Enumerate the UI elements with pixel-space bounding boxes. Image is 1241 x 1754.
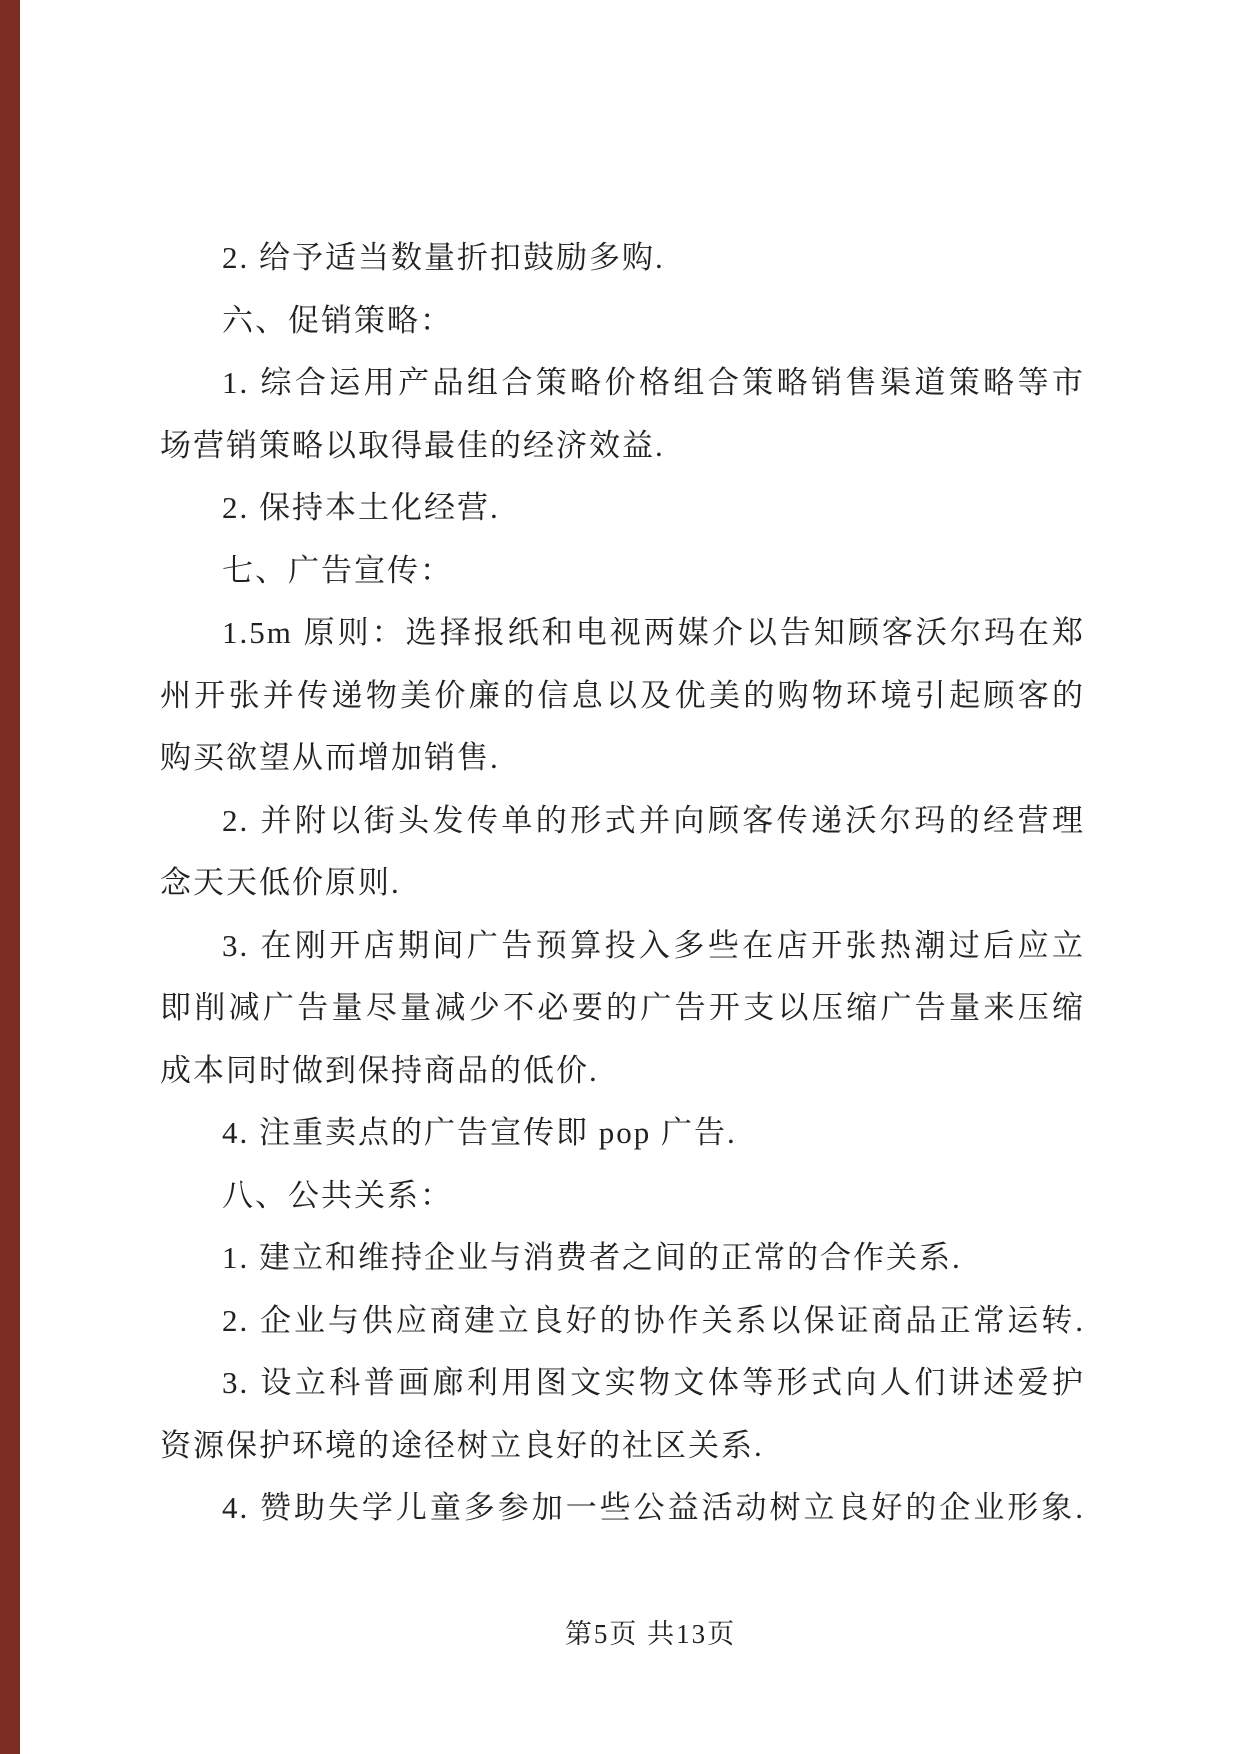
text-line: 2. 并附以街头发传单的形式并向顾客传递沃尔玛的经营理 xyxy=(222,802,1085,838)
page-number-footer: 第5页 共13页 xyxy=(564,1619,737,1649)
text-line: 2. 保持本土化经营. xyxy=(222,490,500,525)
text-line: 1. 综合运用产品组合策略价格组合策略销售渠道策略等市 xyxy=(222,365,1085,400)
document-body xyxy=(160,227,1085,1540)
text-line: 2. 企业与供应商建立良好的协作关系以保证商品正常运转. xyxy=(222,1302,1085,1338)
text-line: 六、促销策略： xyxy=(222,302,453,338)
page-edge-strip xyxy=(0,0,20,1754)
text-line: 场营销策略以取得最佳的经济效益. xyxy=(160,427,665,463)
text-line: 念天天低价原则. xyxy=(160,865,401,900)
text-line: 1.5m 原则：选择报纸和电视两媒介以告知顾客沃尔玛在郑 xyxy=(222,615,1085,650)
text-line: 购买欲望从而增加销售. xyxy=(160,740,500,775)
text-line: 资源保护环境的途径树立良好的社区关系. xyxy=(160,1427,764,1463)
text-line: 4. 注重卖点的广告宣传即 pop 广告. xyxy=(222,1115,737,1150)
text-line: 3. 在刚开店期间广告预算投入多些在店开张热潮过后应立 xyxy=(222,927,1085,963)
text-line: 2. 给予适当数量折扣鼓励多购. xyxy=(222,240,665,275)
text-line: 成本同时做到保持商品的低价. xyxy=(160,1052,599,1088)
text-line: 4. 赞助失学儿童多参加一些公益活动树立良好的企业形象. xyxy=(222,1490,1085,1525)
text-line: 1. 建立和维持企业与消费者之间的正常的合作关系. xyxy=(222,1240,962,1275)
text-line: 七、广告宣传： xyxy=(222,552,453,588)
text-line: 3. 设立科普画廊利用图文实物文体等形式向人们讲述爱护 xyxy=(222,1365,1085,1400)
text-line: 即削减广告量尽量减少不必要的广告开支以压缩广告量来压缩 xyxy=(160,990,1085,1025)
text-line: 八、公共关系： xyxy=(222,1177,453,1213)
text-line: 州开张并传递物美价廉的信息以及优美的购物环境引起顾客的 xyxy=(160,677,1085,713)
